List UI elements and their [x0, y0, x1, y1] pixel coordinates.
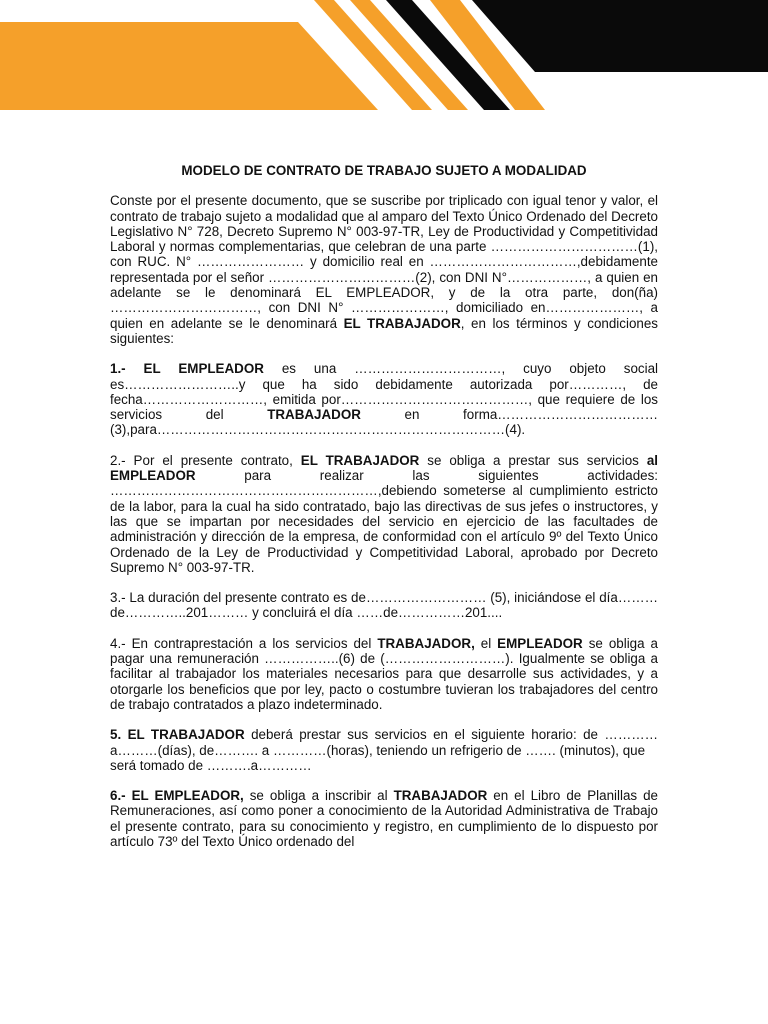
intro-paragraph: Conste por el presente documento, que se suscribe por triplicado con igual tenor y valor, el contrato de trabajo sujeto a modalidad que al amparo del Texto Único Ordenado del Decreto Legislativo N° 728, Decreto Supremo N° 003-97-TR, Ley de Productividad y Competitividad Laboral y normas complementarias, que celebran de una parte ……………………………(1), con RUC. N° …………………… y domicilio real en ……………………………,debidamente representada por el señor ……………………………(2), con DNI N°………………, a quien en adelante se le denominará EL EMPLEADOR, y de la otra parte, don(ña) ……………………………, con DNI N° …………………, domiciliado en…………………, a quien en adelante se le denominará EL TRABAJADOR, en los términos y condiciones siguientes: — [110, 193, 658, 346]
black-band — [472, 0, 768, 72]
clause-5-last-line: será tomado de ……….a………… — [110, 757, 312, 773]
clause-6: 6.- EL EMPLEADOR, se obliga a inscribir al TRABAJADOR en el Libro de Planillas de Remuneraciones, así como poner a conocimiento de la Autoridad Administrativa de Trabajo el presente contrato, para su conocimiento y registro, en cumplimiento de lo dispuesto por artículo 73º del Texto Único ordenado del — [110, 788, 658, 849]
clause-1: 1.- EL EMPLEADOR es una ……………………………, cuyo objeto social es……………………..y que ha sido debidamente autorizada por…………, de fecha………………………, emitida por……………………………………, que requiere de los servicios del TRABAJADOR en forma………………………………(3),para……………………………………………………………………(4). — [110, 361, 659, 438]
document-title: MODELO DE CONTRATO DE TRABAJO SUJETO A MODALIDAD — [181, 163, 587, 178]
clause-4: 4.- En contraprestación a los servicios del TRABAJADOR, el EMPLEADOR se obliga a pagar una remuneración ……………..(6) de (………………………). Igualmente se obliga a facilitar al trabajador los materiales necesarios para que desarrolle sus actividades, y a otorgarle los beneficios que por ley, pacto o costumbre tuvieran los trabajadores del centro de trabajo contratados a plazo indeterminado. — [110, 635, 658, 712]
clause-3: 3.- La duración del presente contrato es de……………………… (5), iniciándose el día………de…………..201……… y concluirá el día ……de……………201.... — [110, 590, 658, 621]
orange-band — [0, 22, 378, 110]
clause-2: 2.- Por el presente contrato, EL TRABAJADOR se obliga a prestar sus servicios al EMPLEADOR para realizar las siguientes actividades: ……………………………………………………,debiendo someterse al cumplimiento estricto de la labor, para la cual ha sido contratado, bajo las directivas de sus jefes o instructores, y las que se impartan por necesidades del servicio en ejercicio de las facultades de administración y dirección de la empresa, de conformidad con el artículo 9º del Texto Único Ordenado de la Ley de Productividad y Competitividad Laboral, aprobado por Decreto Supremo N° 003-97-TR. — [110, 452, 658, 575]
clause-5: 5. EL TRABAJADOR deberá prestar sus servicios en el siguiente horario: de ………… a………(días), de………. a …………(horas), teniendo un refrigerio de ……. (minutos), que — [110, 727, 658, 758]
header-stripes-graphic — [0, 0, 768, 115]
contract-document — [110, 163, 658, 864]
